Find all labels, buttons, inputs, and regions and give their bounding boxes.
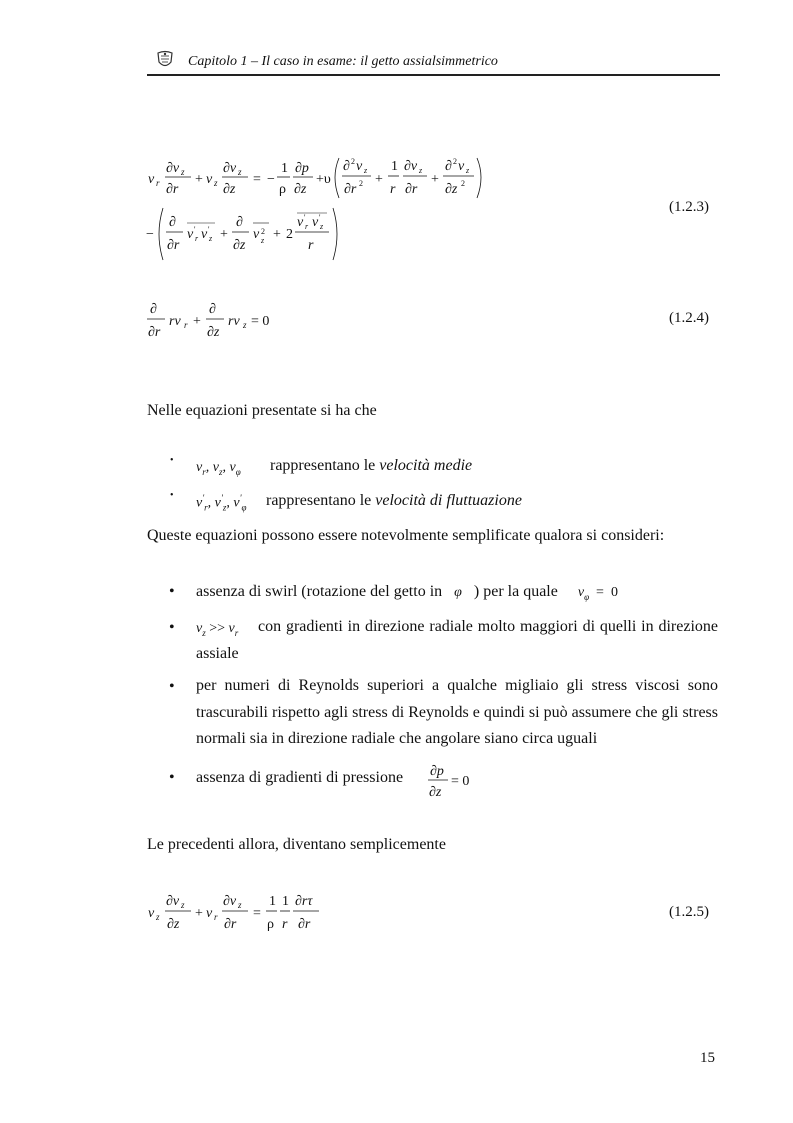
bullet-fluctuation-velocities	[266, 492, 522, 510]
svg-text:2: 2	[286, 227, 293, 242]
svg-text:z: z	[156, 912, 160, 922]
svg-text:+υ: +υ	[316, 172, 331, 187]
svg-text:+: +	[431, 172, 439, 187]
bullet2-text: rappresentano le	[266, 492, 376, 509]
svg-text:v: v	[206, 906, 213, 921]
svg-text:∂z: ∂z	[167, 917, 180, 932]
svg-text:r: r	[308, 238, 314, 253]
bullet2-emphasis: velocità di fluttuazione	[375, 492, 522, 509]
item1-text-b: ) per la quale	[473, 583, 558, 600]
svg-text:v: v	[187, 227, 194, 242]
svg-text:∂: ∂	[169, 215, 176, 230]
svg-text:−: −	[267, 172, 275, 187]
svg-text:r: r	[282, 917, 288, 932]
bullet-mean-velocities	[270, 457, 472, 475]
v-phi-equals-zero: $v_\varphi = 0$	[577, 585, 618, 602]
svg-text:∂r: ∂r	[405, 182, 418, 197]
svg-text:z: z	[238, 900, 242, 910]
equation-1-2-5	[143, 890, 333, 941]
intro-paragraph: Nelle equazioni presentate si ha che	[147, 402, 377, 419]
equation-number-1-2-4: (1.2.4)	[669, 310, 709, 326]
svg-text:z: z	[181, 900, 185, 910]
svg-text:∂: ∂	[209, 302, 216, 317]
svg-text:∂z: ∂z	[233, 238, 246, 253]
item1-text-a: assenza di swirl (rotazione del getto in	[196, 583, 443, 600]
svg-text:∂r: ∂r	[224, 917, 237, 932]
svg-text:ρ: ρ	[267, 917, 274, 932]
svg-text:z: z	[364, 166, 368, 175]
svg-text:rv: rv	[169, 314, 181, 329]
svg-text:v: v	[356, 159, 363, 174]
svg-text:+: +	[273, 227, 281, 242]
svg-text:v: v	[201, 227, 208, 242]
svg-text:∂z: ∂z	[445, 182, 458, 197]
bullet-dot: •	[170, 455, 174, 466]
svg-text:v: v	[148, 172, 155, 187]
svg-text:∂r: ∂r	[344, 182, 357, 197]
svg-text:−: −	[146, 227, 154, 242]
simplify-paragraph: Queste equazioni possono essere notevolmente semplificate qualora si consideri:	[147, 527, 665, 544]
svg-text:∂: ∂	[445, 159, 452, 174]
equation-1-2-3	[143, 150, 488, 267]
svg-text:2: 2	[351, 157, 355, 166]
svg-text:+: +	[375, 172, 383, 187]
svg-text:1: 1	[269, 894, 276, 909]
svg-text:∂p: ∂p	[295, 161, 309, 176]
svg-text:z: z	[466, 166, 470, 175]
svg-text:z: z	[238, 167, 242, 177]
svg-text:': '	[208, 225, 210, 234]
bullet1-text: rappresentano le	[270, 457, 380, 474]
svg-text:2: 2	[453, 157, 457, 166]
svg-text:+: +	[195, 906, 203, 921]
svg-text:': '	[319, 213, 321, 222]
svg-text:∂rτ: ∂rτ	[295, 894, 313, 909]
svg-text:∂z: ∂z	[294, 182, 307, 197]
phi-symbol: φ	[454, 585, 462, 600]
svg-text:r: r	[184, 320, 188, 330]
svg-text:r: r	[390, 182, 396, 197]
bullet-dot: •	[169, 769, 175, 786]
svg-text:z: z	[320, 222, 324, 231]
svg-text:2: 2	[261, 227, 265, 236]
svg-text:∂v: ∂v	[404, 159, 418, 174]
svg-text:∂z: ∂z	[223, 182, 236, 197]
svg-text:': '	[194, 225, 196, 234]
svg-text:∂v: ∂v	[223, 894, 237, 909]
svg-text:∂v: ∂v	[166, 894, 180, 909]
svg-text:∂v: ∂v	[223, 161, 237, 176]
svg-text:rv: rv	[228, 314, 240, 329]
bullet-dot: •	[169, 583, 175, 600]
svg-text:v: v	[312, 215, 319, 230]
svg-text:∂z: ∂z	[429, 785, 442, 800]
svg-text:v: v	[206, 172, 213, 187]
svg-text:∂: ∂	[236, 215, 243, 230]
svg-text:= 0: = 0	[251, 314, 270, 329]
svg-text:∂: ∂	[150, 302, 157, 317]
svg-text:+: +	[220, 227, 228, 242]
list-item-radial-gradients: con gradienti in direzione radiale molto maggiori di quelli in direzione assiale	[196, 618, 718, 662]
svg-text:z: z	[419, 166, 423, 175]
svg-text:∂r: ∂r	[298, 917, 311, 932]
svg-text:∂: ∂	[343, 159, 350, 174]
svg-text:1: 1	[282, 894, 289, 909]
svg-text:': '	[304, 213, 306, 222]
svg-text:∂r: ∂r	[148, 325, 161, 340]
svg-text:2: 2	[461, 179, 465, 188]
equation-number-1-2-3: (1.2.3)	[669, 199, 709, 215]
svg-text:v: v	[148, 906, 155, 921]
svg-text:ρ: ρ	[279, 182, 286, 197]
svg-text:r: r	[214, 912, 218, 922]
bullet-dot: •	[169, 619, 175, 636]
svg-text:z: z	[261, 236, 265, 245]
vz-much-greater-vr: $v_z >> v_r$	[196, 621, 239, 638]
svg-text:v: v	[253, 227, 260, 242]
svg-text:∂z: ∂z	[207, 325, 220, 340]
equation-number-1-2-5: (1.2.5)	[669, 904, 709, 920]
logo-emblem	[156, 50, 174, 70]
svg-text:∂v: ∂v	[166, 161, 180, 176]
svg-text:=: =	[253, 172, 261, 187]
fluctuation-velocity-symbols: $v'_r$, $v'_z$, $v'_\varphi$	[196, 493, 247, 513]
bullet-dot: •	[170, 490, 174, 501]
svg-text:+: +	[195, 172, 203, 187]
pressure-gradient-zero	[426, 760, 482, 807]
bullet-dot: •	[169, 678, 175, 695]
svg-text:= 0: = 0	[451, 774, 470, 789]
chapter-header: Capitolo 1 – Il caso in esame: il getto assialsimmetrico	[188, 54, 498, 69]
svg-text:v: v	[297, 215, 304, 230]
list-item-no-swirl	[196, 583, 618, 602]
svg-text:+: +	[193, 314, 201, 329]
svg-text:1: 1	[281, 161, 288, 176]
svg-text:v: v	[458, 159, 465, 174]
svg-text:2: 2	[359, 179, 363, 188]
svg-text:r: r	[195, 234, 199, 243]
bullet1-emphasis: velocità medie	[379, 457, 473, 474]
header-rule	[147, 74, 720, 76]
conclusion-paragraph: Le precedenti allora, diventano semplicemente	[147, 836, 446, 853]
svg-text:∂r: ∂r	[167, 238, 180, 253]
svg-text:z: z	[209, 234, 213, 243]
svg-text:z: z	[181, 167, 185, 177]
list-item-reynolds: per numeri di Reynolds superiori a qualche migliaio gli stress viscosi sono trascurabili rispetto agli stress di Reynolds e quindi si può assumere che gli stress normali sia in direzione radiale che angolare siano circa uguali	[196, 677, 718, 747]
list-item-pressure: assenza di gradienti di pressione	[196, 769, 404, 786]
svg-text:z: z	[214, 178, 218, 188]
svg-text:z: z	[243, 320, 247, 330]
svg-text:1: 1	[391, 159, 398, 174]
page-number: 15	[700, 1050, 715, 1066]
svg-text:r: r	[305, 222, 309, 231]
svg-text:∂p: ∂p	[430, 764, 444, 779]
svg-text:∂r: ∂r	[166, 182, 179, 197]
svg-text:=: =	[253, 906, 261, 921]
svg-text:r: r	[156, 178, 160, 188]
mean-velocity-symbols: $v_r$, $v_z$, $v_\varphi$	[196, 460, 241, 477]
equation-1-2-4	[143, 298, 283, 347]
